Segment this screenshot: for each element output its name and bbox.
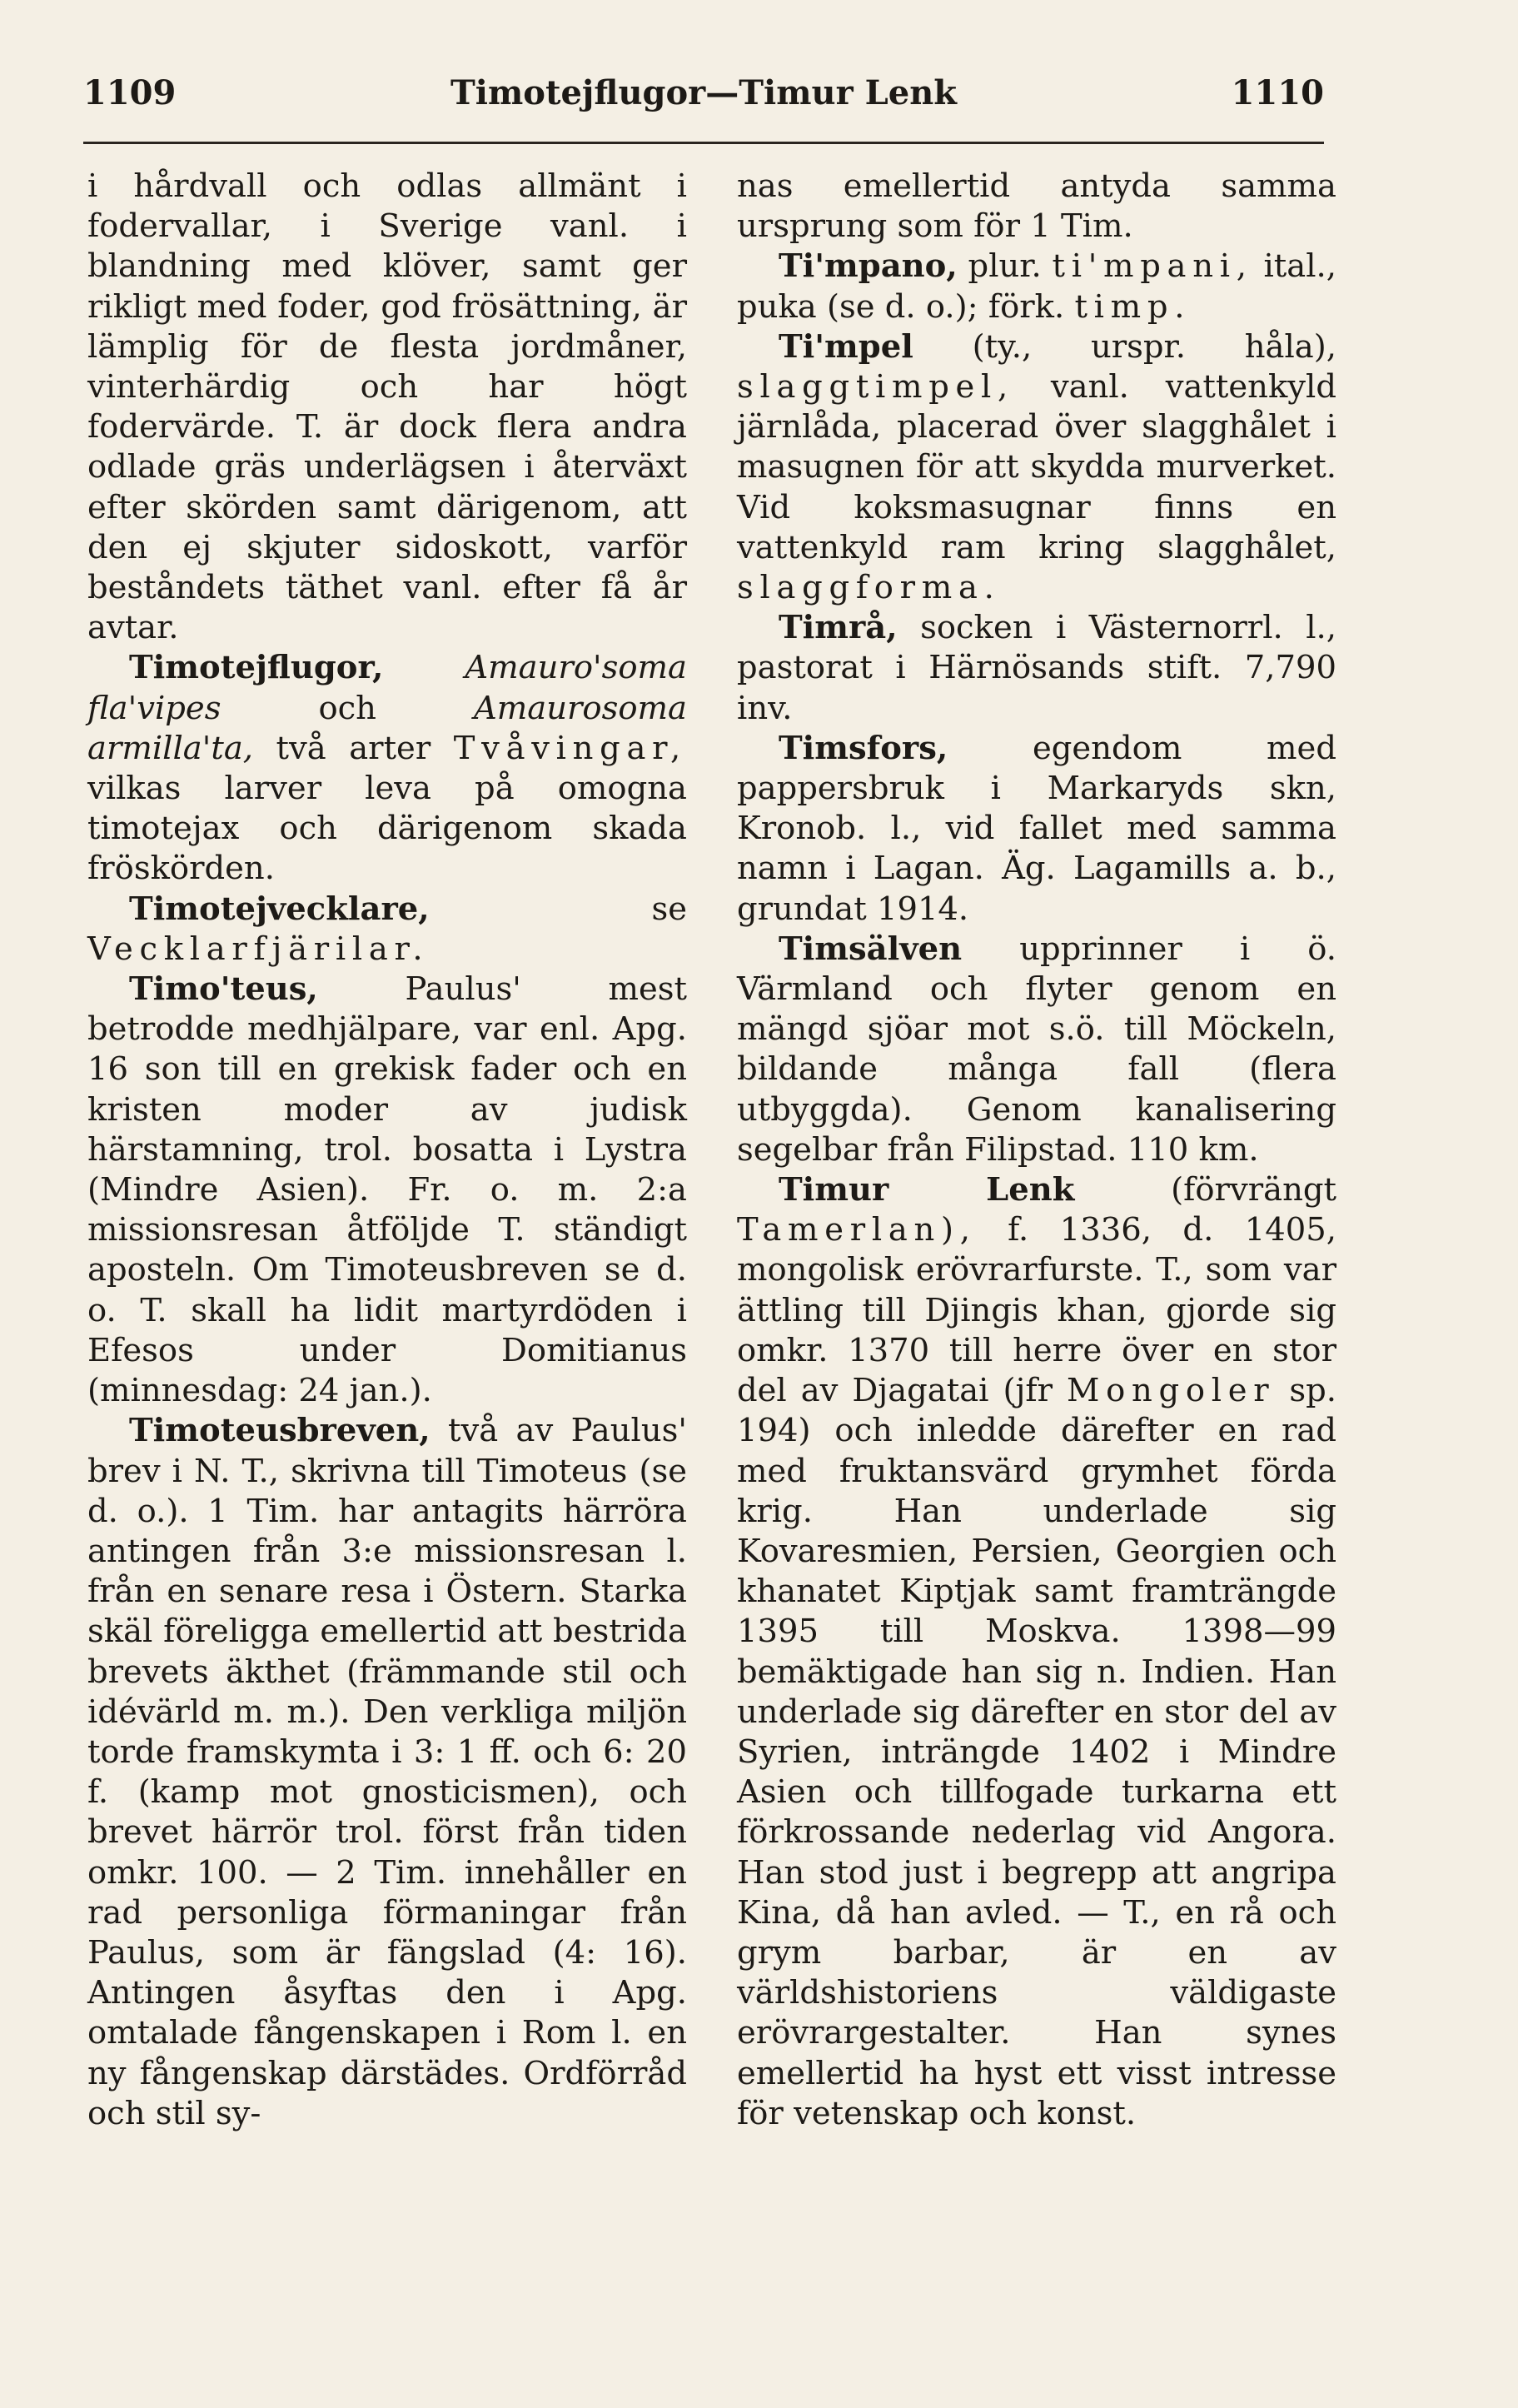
page-number-left: 1109: [83, 73, 177, 112]
cross-reference: Vecklarfjärilar.: [87, 930, 430, 968]
entry-timur-lenk: [737, 1170, 1336, 2134]
entry-text: sp. 194) och inledde därefter en rad med fruktansvärd grymhet förda krig. Han underlade sig Kovaresmien, Persien, Georgien och khanatet Kiptjak samt framträngde 1395 till Moskva. 1398—99 bemäktigade han sig n. Indien. Han underlade sig därefter en stor del av Syrien, inträngde 1402 i Mindre Asien och tillfogade turkarna ett förkrossande nederlag vid Angora. Han stod just i begrepp att angripa Kina, då han avled. — T., en rå och grym barbar, är en av världshistoriens väldigaste erövrargestalter. Han synes emellertid ha hyst ett visst intresse för vetenskap och konst.: [737, 1372, 1336, 2132]
entry-timpano: [737, 247, 1336, 327]
headword: Ti'mpano,: [779, 247, 958, 286]
headword: Timoteusbreven,: [129, 1412, 431, 1450]
entry-text: två arter: [253, 729, 454, 767]
spaced-term: slaggforma.: [737, 569, 1001, 607]
latin-name: Amauro'soma fla'vipes: [87, 649, 687, 727]
entry-text: socken i Västernorrl. l., pastorat i Härnösands stift. 7,790 inv.: [737, 609, 1336, 727]
cross-reference: Tvåvingar,: [453, 729, 687, 767]
cross-reference: Mongoler: [1067, 1372, 1276, 1410]
continued-text: i hårdvall och odlas allmänt i fodervallar, i Sverige vanl. i blandning med klöver, samt ger rikligt med foder, god frösättning, är lämplig för de flesta jordmåner, vinterhärdig och har högt fodervärde. T. är dock flera andra odlade gräs underlägsen i återväxt efter skörden samt därigenom, att den ej skjuter sidoskott, varför beståndets täthet vanl. efter få år avtar.: [87, 167, 687, 647]
continued-text: nas emellertid antyda samma ursprung som för 1 Tim.: [737, 167, 1336, 246]
latin-name: Amaurosoma armilla'ta,: [87, 689, 687, 767]
headword: Timotejvecklare,: [129, 890, 430, 928]
entry-text: vilkas larver leva på omogna timotejax och därigenom skada fröskörden.: [87, 770, 687, 888]
header-rule: [83, 142, 1324, 144]
spaced-term: slaggtimpel,: [737, 368, 1014, 406]
headword: Ti'mpel: [779, 327, 913, 366]
headword: Timo'teus,: [129, 970, 318, 1009]
entry-timsfors: [737, 729, 1336, 930]
spaced-term: ti'mpani,: [1052, 247, 1253, 286]
entry-text: ital., puka (se d. o.); förk.: [737, 247, 1336, 326]
entry-text: plur.: [957, 247, 1053, 286]
spaced-term: Tamerlan),: [737, 1211, 977, 1249]
left-column: [87, 167, 687, 2134]
entry-text: se: [429, 890, 687, 928]
headword: Timsfors,: [779, 729, 948, 767]
running-title: Timotejflugor—Timur Lenk: [450, 73, 957, 112]
headword: Timrå,: [779, 609, 898, 647]
entry-timra: [737, 608, 1336, 729]
entry-text: vanl. vattenkyld järnlåda, placerad över slagghålet i masugnen för att skydda murverket. Vid koksmasugnar finns en vattenkyld ram kring slagghålet,: [737, 368, 1336, 566]
headword: Timsälven: [779, 930, 963, 968]
entry-timotejvecklare: [87, 890, 687, 970]
entry-text: två av Paulus' brev i N. T., skrivna till Timoteus (se d. o.). 1 Tim. har antagits härröra antingen från 3:e missionsresan l. från en senare resa i Östern. Starka skäl föreligga emellertid att bestrida brevets äkthet (främmande stil och idévärld m. m.). Den verkliga miljön torde framskymta i 3: 1 ff. och 6: 20 f. (kamp mot gnosticismen), och brevet härrör trol. först från tiden omkr. 100. — 2 Tim. innehåller en rad personliga förmaningar från Paulus, som är fängslad (4: 16). Antingen åsyftas den i Apg. omtalade fångenskapen i Rom l. en ny fångenskap därstädes. Ordförråd och stil sy-: [87, 1412, 687, 2132]
page-number-right: 1110: [1231, 73, 1324, 112]
entry-text: upprinner i ö. Värmland och flyter genom en mängd sjöar mot s.ö. till Möckeln, bildande många fall (flera utbyggda). Genom kanalisering segelbar från Filipstad. 110 km.: [737, 930, 1336, 1169]
entry-text: (förvrängt: [1074, 1171, 1336, 1209]
entry-text: f. 1336, d. 1405, mongolisk erövrarfurste. T., som var ättling till Djingis khan, gjorde sig omkr. 1370 till herre över en stor del av Djagatai (jfr: [737, 1211, 1336, 1410]
entry-timpel: [737, 327, 1336, 608]
spaced-term: timp.: [1074, 287, 1192, 326]
headword: Timur Lenk: [779, 1171, 1075, 1209]
right-column: [737, 167, 1336, 2134]
entry-timotejflugor: [87, 648, 687, 889]
running-header: [83, 73, 1324, 132]
entry-timsalven: [737, 930, 1336, 1170]
entry-text: egendom med pappersbruk i Markaryds skn, Kronob. l., vid fallet med samma namn i Lagan. Äg. Lagamills a. b., grundat 1914.: [737, 729, 1336, 928]
entry-timoteus: [87, 970, 687, 1411]
entry-timoteusbreven: [87, 1411, 687, 2134]
headword: Timotejflugor,: [129, 649, 384, 687]
entry-text: och: [221, 689, 474, 727]
entry-text: (ty., urspr. håla),: [913, 327, 1336, 366]
entry-text: Paulus' mest betrodde medhjälpare, var enl. Apg. 16 son till en grekisk fader och en kristen moder av judisk härstamning, trol. bosatta i Lystra (Mindre Asien). Fr. o. m. 2:a missionsresan åtföljde T. ständigt aposteln. Om Timoteusbreven se d. o. T. skall ha lidit martyrdöden i Efesos under Domitianus (minnesdag: 24 jan.).: [87, 970, 687, 1410]
